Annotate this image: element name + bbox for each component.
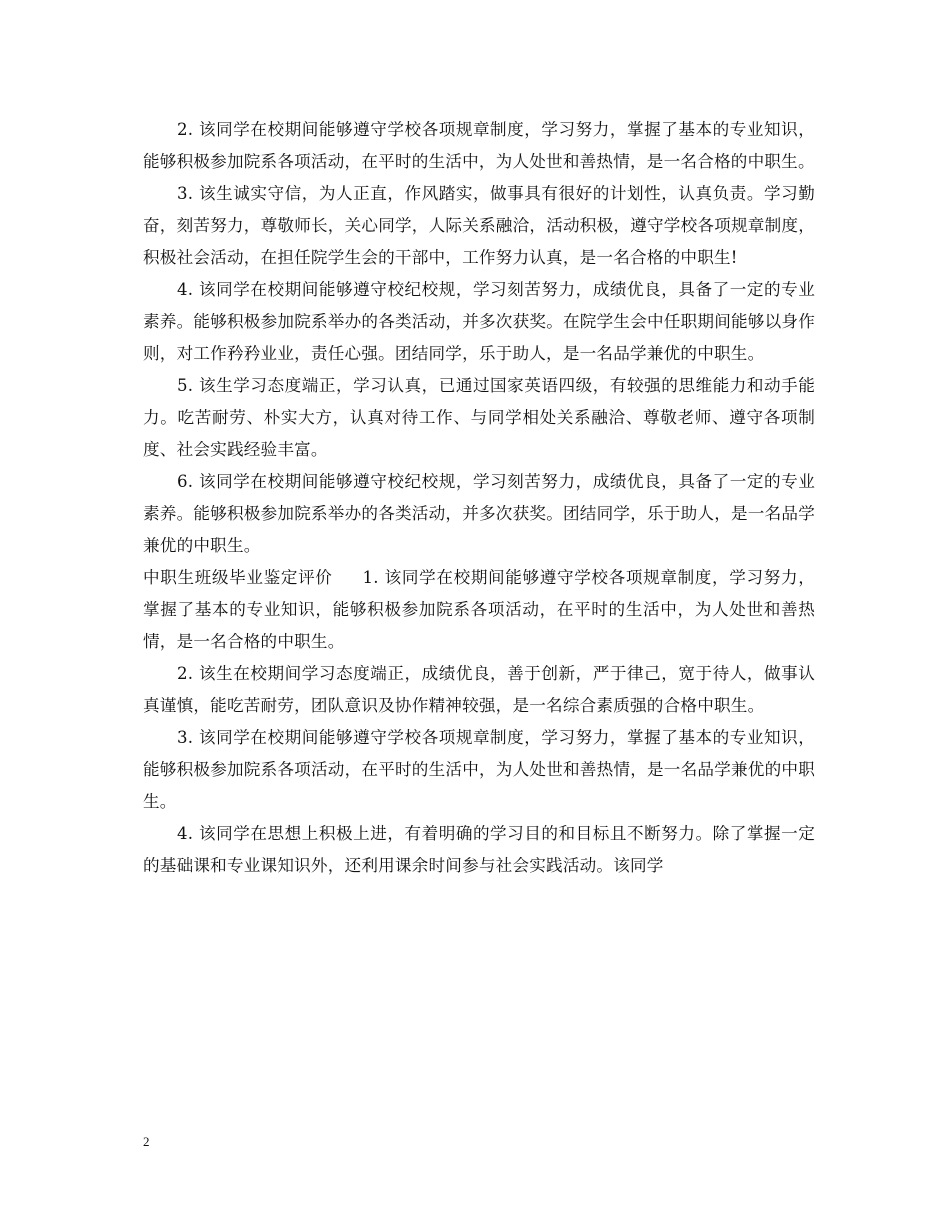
section-item-4: 4. 该同学在思想上积极上进，有着明确的学习目的和目标且不断努力。除了掌握一定的基础课和专业课知识外，还利用课余时间参与社会实践活动。该同学	[143, 824, 815, 875]
section-heading: 中职生班级毕业鉴定评价	[143, 568, 333, 587]
document-body	[143, 114, 815, 882]
section-heading-paragraph	[143, 562, 815, 658]
evaluation-item-2: 2. 该同学在校期间能够遵守学校各项规章制度，学习努力，掌握了基本的专业知识，能够积极参加院系各项活动，在平时的生活中，为人处世和善热情，是一名合格的中职生。	[143, 120, 815, 171]
evaluation-item-4: 4. 该同学在校期间能够遵守校纪校规，学习刻苦努力，成绩优良，具备了一定的专业素养。能够积极参加院系举办的各类活动，并多次获奖。在院学生会中任职期间能够以身作则，对工作矜矜业业，责任心强。团结同学，乐于助人，是一名品学兼优的中职生。	[143, 280, 815, 363]
section-item-3: 3. 该同学在校期间能够遵守学校各项规章制度，学习努力，掌握了基本的专业知识，能够积极参加院系各项活动，在平时的生活中，为人处世和善热情，是一名品学兼优的中职生。	[143, 728, 815, 811]
evaluation-item-3: 3. 该生诚实守信，为人正直，作风踏实，做事具有很好的计划性，认真负责。学习勤奋，刻苦努力，尊敬师长，关心同学，人际关系融洽，活动积极，遵守学校各项规章制度，积极社会活动，在担任院学生会的干部中，工作努力认真，是一名合格的中职生!	[143, 184, 815, 267]
page-number: 2	[143, 1134, 150, 1149]
section-item-1: 1. 该同学在校期间能够遵守学校各项规章制度，学习努力，掌握了基本的专业知识，能够积极参加院系各项活动，在平时的生活中，为人处世和善热情，是一名合格的中职生。	[143, 568, 815, 651]
section-item-2: 2. 该生在校期间学习态度端正，成绩优良，善于创新，严于律己，宽于待人，做事认真谨慎，能吃苦耐劳，团队意识及协作精神较强，是一名综合素质强的合格中职生。	[143, 664, 815, 715]
evaluation-item-6: 6. 该同学在校期间能够遵守校纪校规，学习刻苦努力，成绩优良，具备了一定的专业素养。能够积极参加院系举办的各类活动，并多次获奖。团结同学，乐于助人，是一名品学兼优的中职生。	[143, 472, 815, 555]
evaluation-item-5: 5. 该生学习态度端正，学习认真，已通过国家英语四级，有较强的思维能力和动手能力。吃苦耐劳、朴实大方，认真对待工作、与同学相处关系融洽、尊敬老师、遵守各项制度、社会实践经验丰富。	[143, 376, 815, 459]
